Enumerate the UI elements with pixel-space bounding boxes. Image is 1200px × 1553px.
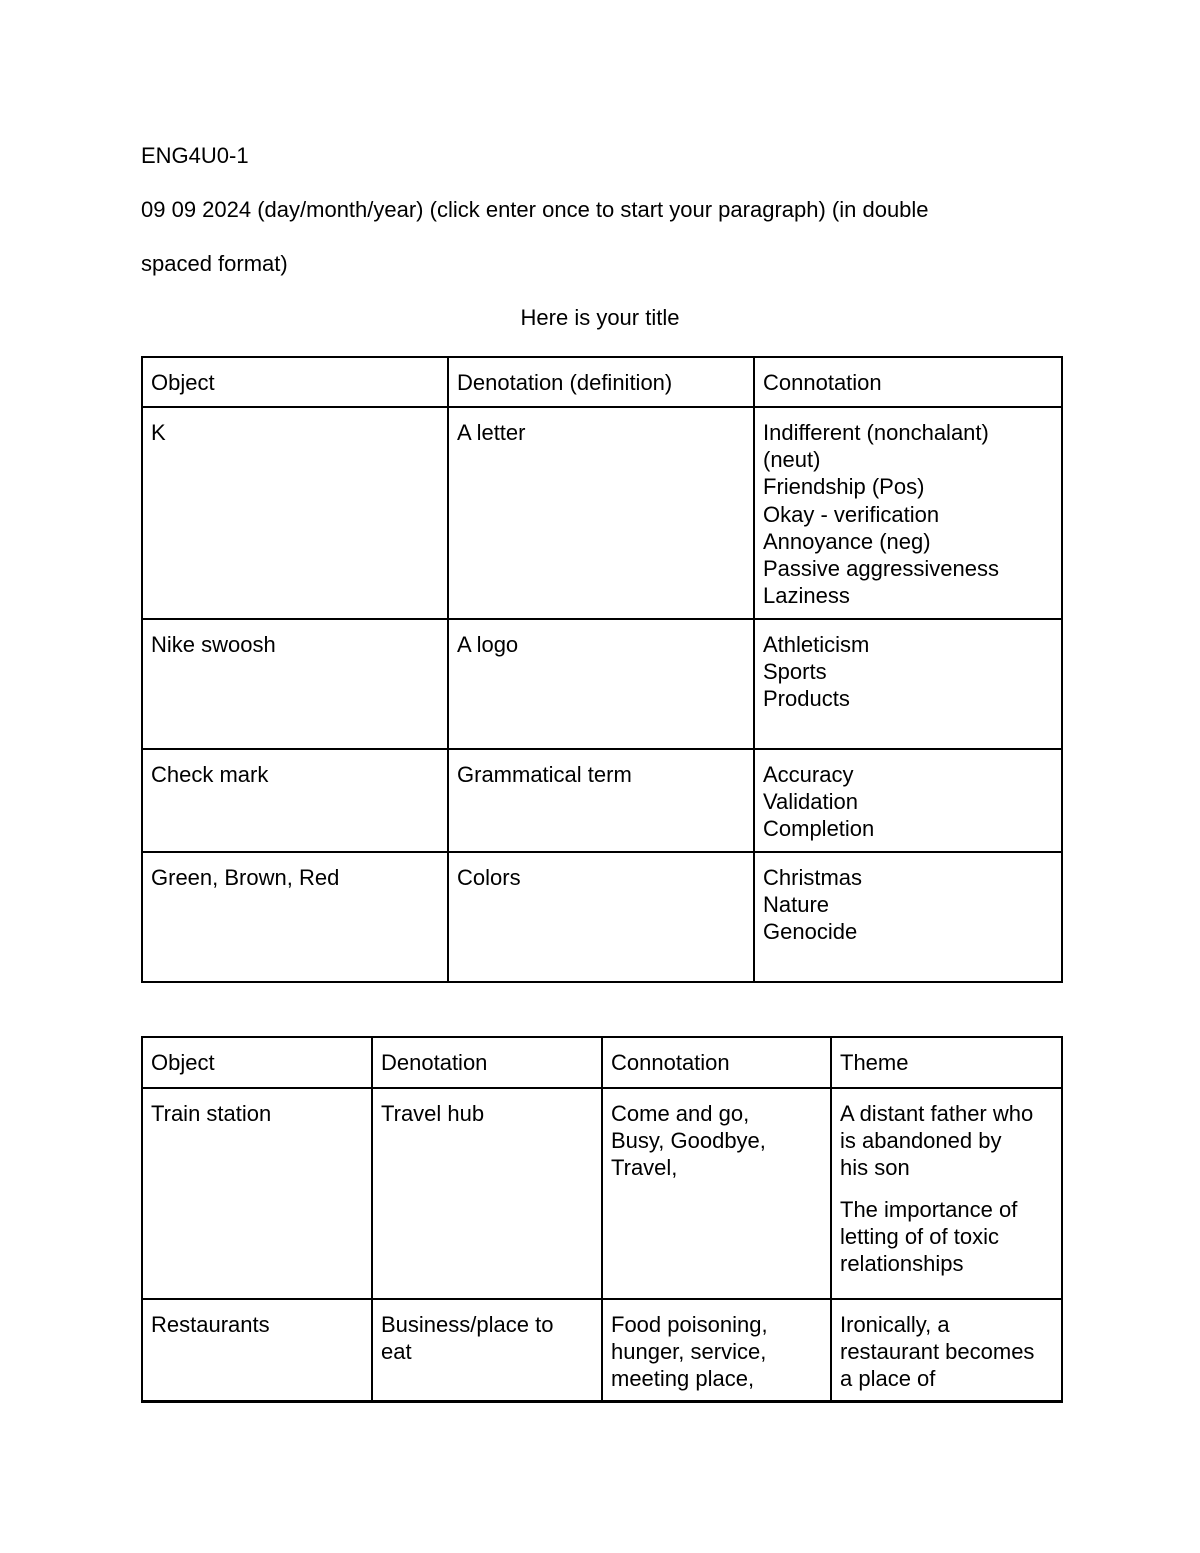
header-cell-object: Object xyxy=(142,1037,372,1088)
header-cell-denotation: Denotation xyxy=(372,1037,602,1088)
table-header-row xyxy=(142,1037,1062,1088)
theme-line: is abandoned by xyxy=(840,1128,1002,1154)
object-cell: Check mark xyxy=(142,749,448,852)
table-row xyxy=(142,1299,1062,1401)
table-row xyxy=(142,407,1062,619)
date-instructions-line-2: spaced format) xyxy=(141,251,288,276)
denotation-line: Business/place to xyxy=(381,1312,554,1337)
object-cell: Nike swoosh xyxy=(142,619,448,749)
date-instructions-line-1: 09 09 2024 (day/month/year) (click enter once to start your paragraph) (in double xyxy=(141,197,929,222)
connotation-line: Friendship (Pos) xyxy=(763,474,925,500)
table-row xyxy=(142,749,1062,852)
denotation-line: eat xyxy=(381,1339,412,1365)
connotation-cell xyxy=(754,619,1062,749)
connotation-line: Okay - verification xyxy=(763,501,940,527)
denotation-cell: Colors xyxy=(448,852,754,982)
connotation-line: Products xyxy=(763,686,850,712)
connotation-line: Accuracy xyxy=(763,762,854,787)
theme-line: A distant father who xyxy=(840,1101,1034,1126)
denotation-cell xyxy=(372,1299,602,1401)
paragraph-gap xyxy=(840,1182,1053,1196)
denotation-cell xyxy=(372,1088,602,1299)
connotation-line: Passive aggressiveness xyxy=(763,556,1000,582)
theme-cell xyxy=(831,1088,1062,1299)
header-cell-denotation: Denotation (definition) xyxy=(448,357,754,407)
connotation-line: (neut) xyxy=(763,447,821,473)
document-title: Here is your title xyxy=(520,305,680,330)
header-cell-theme: Theme xyxy=(831,1037,1062,1088)
header-cell-connotation: Connotation xyxy=(754,357,1062,407)
connotation-line: Nature xyxy=(763,892,830,918)
connotation-line: Annoyance (neg) xyxy=(763,528,931,554)
theme-line: restaurant becomes xyxy=(840,1339,1035,1365)
denotation-cell: Grammatical term xyxy=(448,749,754,852)
connotation-cell xyxy=(754,749,1062,852)
connotation-line: Genocide xyxy=(763,919,858,945)
connotation-line: Busy, Goodbye, xyxy=(611,1128,766,1154)
connotation-cell xyxy=(602,1088,831,1299)
theme-line: The importance of xyxy=(840,1196,1018,1222)
theme-line: relationships xyxy=(840,1251,964,1277)
connotation-line: Sports xyxy=(763,659,827,685)
object-cell: K xyxy=(142,407,448,619)
table-row xyxy=(142,852,1062,982)
denotation-connotation-table xyxy=(141,356,1063,983)
connotation-line: Food poisoning, xyxy=(611,1312,768,1337)
header-cell-object: Object xyxy=(142,357,448,407)
connotation-line: hunger, service, xyxy=(611,1339,767,1365)
table-header-row xyxy=(142,357,1062,407)
connotation-line: Validation xyxy=(763,789,858,815)
theme-cell xyxy=(831,1299,1062,1401)
connotation-line: Christmas xyxy=(763,865,863,890)
connotation-cell xyxy=(602,1299,831,1401)
object-cell: Green, Brown, Red xyxy=(142,852,448,982)
connotation-line: meeting place, xyxy=(611,1366,755,1392)
connotation-line: Completion xyxy=(763,816,875,842)
connotation-line: Athleticism xyxy=(763,632,870,657)
connotation-line: Travel, xyxy=(611,1155,678,1181)
denotation-cell: A letter xyxy=(448,407,754,619)
denotation-cell: A logo xyxy=(448,619,754,749)
connotation-line: Laziness xyxy=(763,583,850,609)
connotation-cell xyxy=(754,852,1062,982)
theme-table xyxy=(141,1036,1063,1403)
header-cell-connotation: Connotation xyxy=(602,1037,831,1088)
object-cell: Train station xyxy=(142,1088,372,1299)
table-row xyxy=(142,619,1062,749)
connotation-cell xyxy=(754,407,1062,619)
denotation-line: Travel hub xyxy=(381,1101,485,1126)
table-row xyxy=(142,1088,1062,1299)
object-cell: Restaurants xyxy=(142,1299,372,1401)
theme-line: letting of of toxic xyxy=(840,1223,999,1249)
theme-line: Ironically, a xyxy=(840,1312,950,1337)
theme-line: a place of xyxy=(840,1366,936,1392)
theme-line: his son xyxy=(840,1155,910,1181)
connotation-line: Indifferent (nonchalant) xyxy=(763,420,989,445)
course-code: ENG4U0-1 xyxy=(141,143,249,168)
connotation-line: Come and go, xyxy=(611,1101,750,1126)
